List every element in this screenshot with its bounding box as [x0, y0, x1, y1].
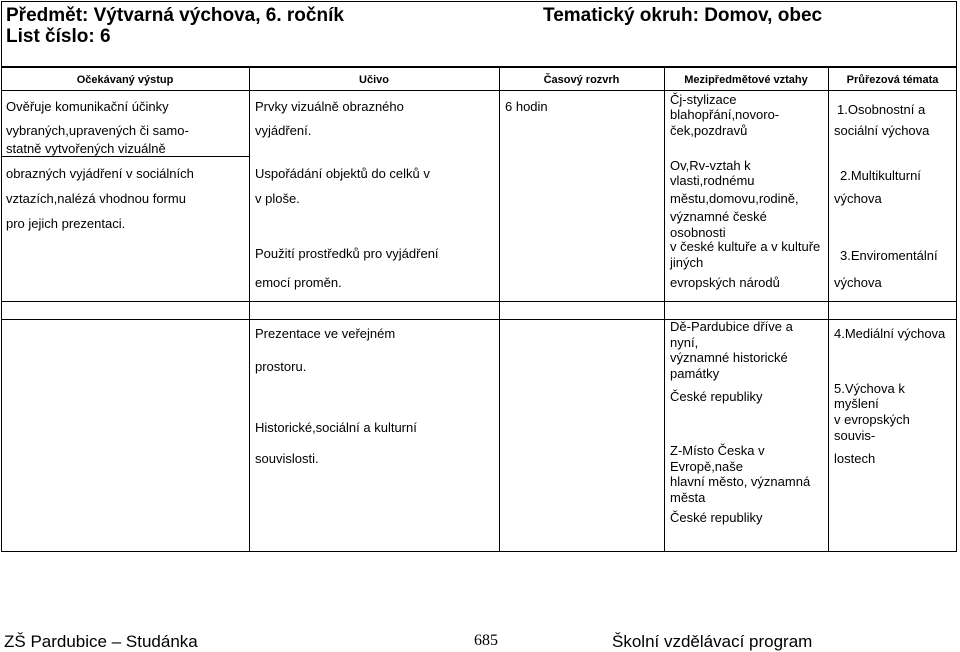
column-header-expected-outcome: Očekávaný výstup — [76, 74, 174, 86]
curriculum-line: vyjádření. — [255, 123, 312, 138]
cross-subject-line: vlasti,rodnému — [670, 173, 755, 188]
row-divider — [1, 156, 249, 157]
cross-subject-line: nyní, — [670, 335, 699, 350]
cross-cutting-theme-line: 2.Multikulturní — [840, 168, 921, 183]
cross-subject-line: evropských národů — [670, 275, 780, 290]
cross-subject-line: blahopřání,novoro- — [670, 107, 780, 122]
cross-cutting-theme-line: 4.Mediální výchova — [834, 326, 946, 341]
cross-subject-line: Evropě,naše — [670, 459, 743, 474]
time-allocation: 6 hodin — [505, 99, 548, 114]
cross-subject-line: České republiky — [670, 510, 763, 525]
cross-cutting-theme-line: 1.Osobnostní a — [837, 102, 926, 117]
subject-title: Předmět: Výtvarná výchova, 6. ročník — [6, 5, 344, 26]
cross-subject-line: Čj-stylizace — [670, 92, 737, 107]
outcome-line: statně vytvořených vizuálně — [6, 141, 166, 156]
curriculum-line: souvislosti. — [255, 451, 319, 466]
cross-subject-line: Dě-Pardubice dříve a — [670, 319, 793, 334]
cross-cutting-theme-line: 3.Enviromentální — [840, 248, 938, 263]
curriculum-table — [1, 67, 957, 552]
cross-cutting-theme-line: 5.Výchova k — [834, 381, 905, 396]
curriculum-line: v ploše. — [255, 191, 300, 206]
curriculum-line: Historické,sociální a kulturní — [255, 420, 417, 435]
curriculum-line: prostoru. — [255, 359, 307, 374]
cross-subject-line: významné české — [670, 209, 767, 224]
column-divider — [664, 67, 665, 552]
cross-subject-line: města — [670, 490, 706, 505]
cross-cutting-theme-line: myšlení — [834, 396, 879, 411]
cross-subject-line: Ov,Rv-vztah k — [670, 158, 751, 173]
column-header-time-schedule: Časový rozvrh — [543, 74, 620, 86]
footer-program-name: Školní vzdělávací program — [612, 632, 813, 651]
cross-cutting-theme-line: v evropských — [834, 412, 910, 427]
curriculum-line: Prvky vizuálně obrazného — [255, 99, 404, 114]
cross-subject-line: hlavní město, významná — [670, 474, 811, 489]
curriculum-line: Prezentace ve veřejném — [255, 326, 396, 341]
cross-subject-line: ček,pozdravů — [670, 123, 748, 138]
column-divider — [828, 67, 829, 552]
topic-title: Tematický okruh: Domov, obec — [543, 5, 823, 26]
cross-subject-line: jiných — [670, 255, 704, 270]
cross-subject-line: osobnosti — [670, 225, 726, 240]
cross-subject-line: městu,domovu,rodině, — [670, 191, 799, 206]
row-divider — [1, 319, 957, 320]
curriculum-line: emocí proměn. — [255, 275, 342, 290]
cross-subject-line: České republiky — [670, 389, 763, 404]
outcome-line: Ověřuje komunikační účinky — [6, 99, 169, 114]
cross-subject-line: Z-Místo Česka v — [670, 443, 765, 458]
curriculum-line: Použití prostředků pro vyjádření — [255, 246, 439, 261]
cross-cutting-theme-line: sociální výchova — [834, 123, 930, 138]
column-divider — [499, 67, 500, 552]
cross-cutting-theme-line: lostech — [834, 451, 876, 466]
outcome-line: pro jejich prezentaci. — [6, 216, 126, 231]
cross-cutting-theme-line: výchova — [834, 191, 882, 206]
cross-subject-line: v české kultuře a v kultuře — [670, 239, 821, 254]
cross-subject-line: památky — [670, 366, 720, 381]
cross-cutting-theme-line: výchova — [834, 275, 882, 290]
header-row-divider — [1, 90, 957, 91]
footer-page-number: 685 — [474, 632, 498, 649]
outcome-line: obrazných vyjádření v sociálních — [6, 166, 194, 181]
curriculum-line: Uspořádání objektů do celků v — [255, 166, 430, 181]
row-divider — [1, 301, 957, 302]
outcome-line: vybraných,upravených či samo- — [6, 123, 189, 138]
column-divider — [249, 67, 250, 552]
cross-cutting-theme-line: souvis- — [834, 428, 876, 443]
cross-subject-line: významné historické — [670, 350, 788, 365]
column-header-cross-subject: Mezipředmětové vztahy — [684, 74, 808, 86]
outcome-line: vztazích,nalézá vhodnou formu — [6, 191, 186, 206]
column-header-cross-cutting-themes: Průřezová témata — [846, 74, 939, 86]
column-header-curriculum: Učivo — [359, 74, 389, 86]
footer-school-name: ZŠ Pardubice – Studánka — [4, 632, 198, 651]
sheet-number: List číslo: 6 — [6, 26, 111, 47]
